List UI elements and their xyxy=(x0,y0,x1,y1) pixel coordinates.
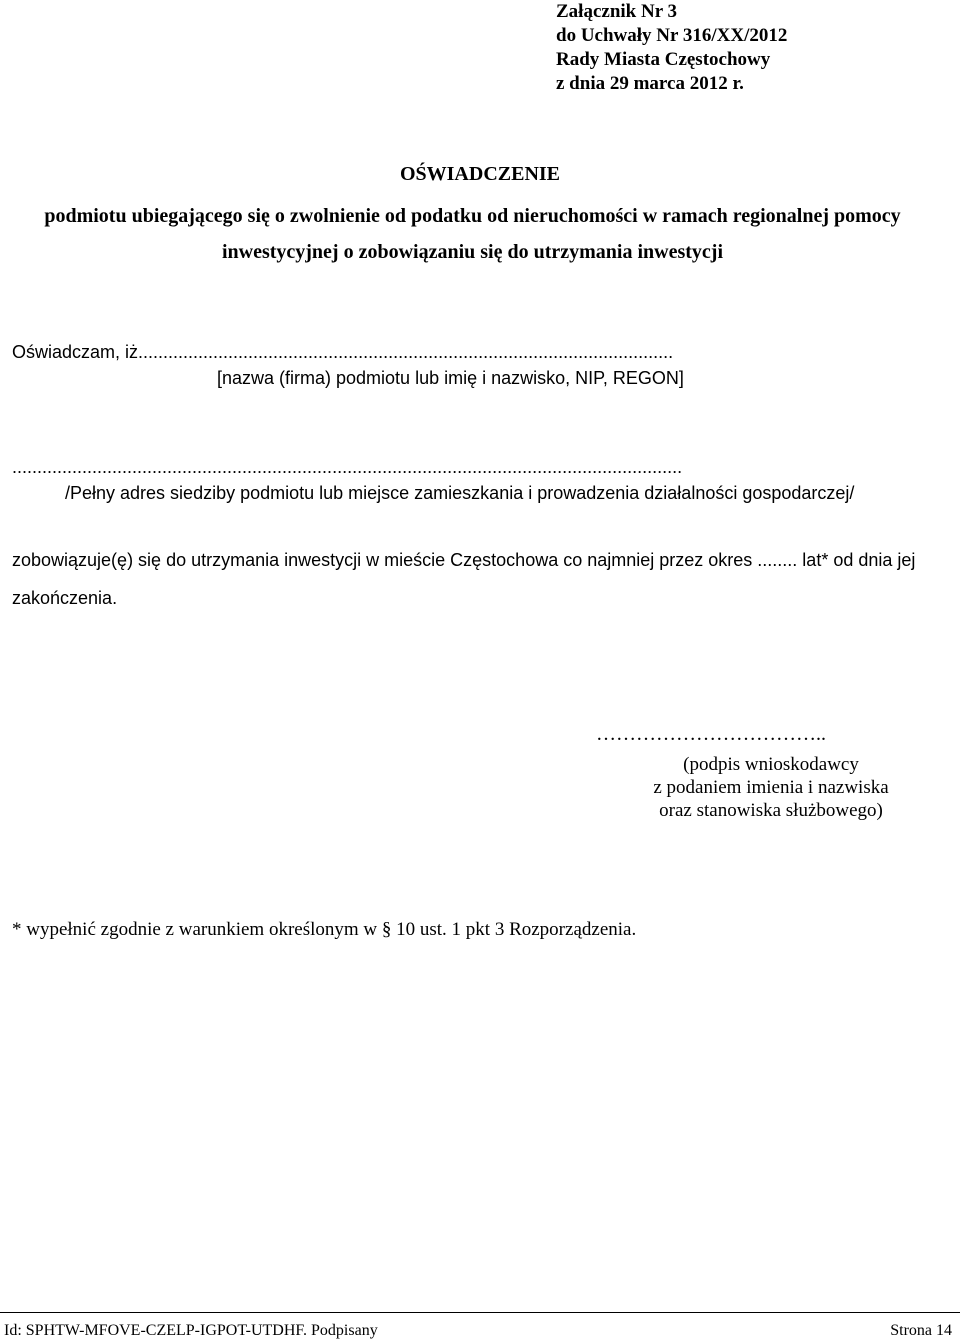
footer-document-id: Id: SPHTW-MFOVE-CZELP-IGPOT-UTDHF. Podpisany xyxy=(4,1322,378,1339)
signature-dots: …………………………….. xyxy=(596,723,826,745)
footer-page-number: Strona 14 xyxy=(890,1322,952,1339)
footnote: * wypełnić zgodnie z warunkiem określonym w § 10 ust. 1 pkt 3 Rozporządzenia. xyxy=(12,919,637,940)
name-caption: [nazwa (firma) podmiotu lub imię i nazwisko, NIP, REGON] xyxy=(217,368,684,388)
header-line-3: Rady Miasta Częstochowy xyxy=(556,49,771,70)
commitment-paragraph: zobowiązuje(ę) się do utrzymania inwestycji w mieście Częstochowa co najmniej przez okres ........ lat* od dnia jej zakończenia. xyxy=(12,550,916,608)
attachment-header xyxy=(556,0,787,96)
document-title: OŚWIADCZENIE xyxy=(399,163,561,185)
signature-caption xyxy=(640,753,902,822)
declaration-line: Oświadczam, iż........................................................................................................... xyxy=(12,342,674,362)
address-caption: /Pełny adres siedziby podmiotu lub miejsce zamieszkania i prowadzenia działalności gospodarczej/ xyxy=(65,483,855,503)
header-line-1: Załącznik Nr 3 xyxy=(556,1,678,22)
document-subtitle xyxy=(0,198,945,270)
header-line-2: do Uchwały Nr 316/XX/2012 xyxy=(556,25,788,46)
header-line-4: z dnia 29 marca 2012 r. xyxy=(556,73,744,94)
subtitle-line-1: podmiotu ubiegającego się o zwolnienie od podatku od nieruchomości w ramach regionalnej pomocy xyxy=(44,205,901,227)
address-dots: ...................................................................................................................................... xyxy=(12,457,683,477)
signature-caption-line-1: (podpis wnioskodawcy xyxy=(683,754,859,775)
signature-caption-line-3: oraz stanowiska służbowego) xyxy=(659,800,883,821)
footer-divider xyxy=(0,1312,960,1313)
subtitle-line-2: inwestycyjnej o zobowiązaniu się do utrzymania inwestycji xyxy=(221,241,724,263)
signature-caption-line-2: z podaniem imienia i nazwiska xyxy=(653,777,889,798)
